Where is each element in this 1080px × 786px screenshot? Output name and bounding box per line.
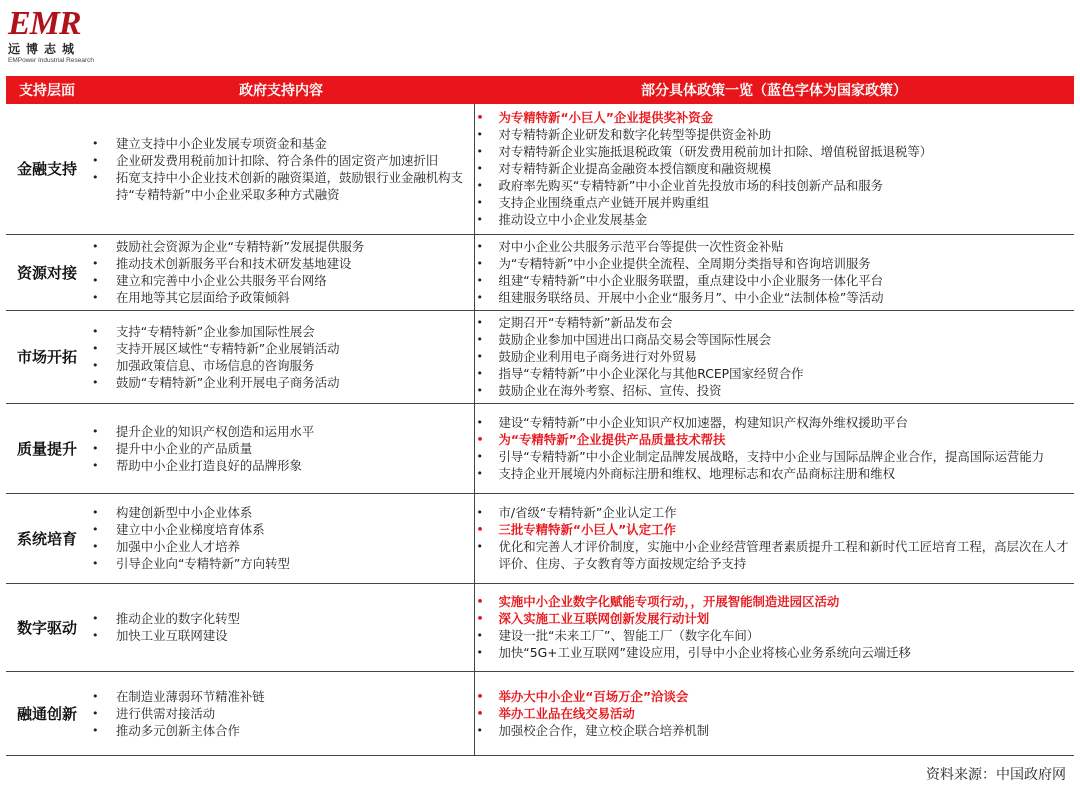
- support-list: [88, 688, 474, 739]
- policy-cell: [474, 583, 1074, 671]
- table-row: [6, 583, 1074, 671]
- policy-item: • 鼓励企业参加中国进出口商品交易会等国际性展会: [475, 331, 1075, 348]
- policy-list: [475, 593, 1075, 661]
- support-list: [88, 504, 474, 572]
- policy-table: [6, 76, 1074, 756]
- company-logo: [8, 6, 118, 70]
- policy-item: • 指导“专精特新”中小企业深化与其他RCEP国家经贸合作: [475, 365, 1075, 382]
- policy-item: • 举办工业品在线交易活动: [475, 705, 1075, 722]
- policy-cell: [474, 234, 1074, 310]
- support-item: • 推动企业的数字化转型: [88, 610, 474, 627]
- policy-item: • 为专精特新“小巨人”企业提供奖补资金: [475, 109, 1075, 126]
- support-item: • 提升中小企业的产品质量: [88, 440, 474, 457]
- support-item: • 帮助中小企业打造良好的品牌形象: [88, 457, 474, 474]
- table-header-row: [6, 76, 1074, 104]
- policy-item: • 对专精特新企业实施抵退税政策（研发费用税前加计扣除、增值税留抵退税等）: [475, 143, 1075, 160]
- policy-list: [475, 504, 1075, 572]
- support-item: • 引导企业向“专精特新”方向转型: [88, 555, 474, 572]
- support-list: [88, 323, 474, 391]
- policy-item: • 深入实施工业互联网创新发展行动计划: [475, 610, 1075, 627]
- policy-item: • 对中小企业公共服务示范平台等提供一次性资金补贴: [475, 238, 1075, 255]
- policy-item: • 实施中小企业数字化赋能专项行动，，开展智能制造进园区活动: [475, 593, 1075, 610]
- policy-item: • 政府率先购买“专精特新”中小企业首先投放市场的科技创新产品和服务: [475, 177, 1075, 194]
- policy-item: • 市/省级“专精特新”企业认定工作: [475, 504, 1075, 521]
- support-item: • 拓宽支持中小企业技术创新的融资渠道，鼓励银行业金融机构支持“专精特新”中小企业采取多种方式融资: [88, 169, 474, 203]
- support-item: • 支持“专精特新”企业参加国际性展会: [88, 323, 474, 340]
- table-row: [6, 493, 1074, 583]
- policy-list: [475, 314, 1075, 399]
- support-item: • 鼓励“专精特新”企业利开展电子商务活动: [88, 374, 474, 391]
- policy-item: • 对专精特新企业提高金融资本授信额度和融资规模: [475, 160, 1075, 177]
- support-item: • 建立和完善中小企业公共服务平台网络: [88, 272, 474, 289]
- logo-english-name: EMPower Industrial Research: [8, 57, 94, 64]
- support-item: • 在制造业薄弱环节精准补链: [88, 688, 474, 705]
- support-layer-label: 融通创新: [6, 671, 88, 755]
- support-item: • 在用地等其它层面给予政策倾斜: [88, 289, 474, 306]
- support-item: • 推动多元创新主体合作: [88, 722, 474, 739]
- support-layer-label: 系统培育: [6, 493, 88, 583]
- support-layer-label: 数字驱动: [6, 583, 88, 671]
- support-item: • 构建创新型中小企业体系: [88, 504, 474, 521]
- table-row: [6, 234, 1074, 310]
- policy-item: • 为“专精特新”企业提供产品质量技术帮扶: [475, 431, 1075, 448]
- support-item: • 进行供需对接活动: [88, 705, 474, 722]
- support-content-cell: [88, 493, 474, 583]
- policy-item: • 三批专精特新“小巨人”认定工作: [475, 521, 1075, 538]
- support-item: • 鼓励社会资源为企业“专精特新”发展提供服务: [88, 238, 474, 255]
- policy-item: • 加快“5G+工业互联网”建设应用，引导中小企业将核心业务系统向云端迁移: [475, 644, 1075, 661]
- policy-item: • 鼓励企业在海外考察、招标、宣传、投资: [475, 382, 1075, 399]
- policy-cell: [474, 104, 1074, 234]
- policy-cell: [474, 493, 1074, 583]
- policy-item: • 组建服务联络员、开展中小企业“服务月”、中小企业“法制体检”等活动: [475, 289, 1075, 306]
- header-policy-list: 部分具体政策一览（蓝色字体为国家政策）: [474, 76, 1074, 104]
- support-item: • 加强政策信息、市场信息的咨询服务: [88, 357, 474, 374]
- policy-cell: [474, 403, 1074, 493]
- support-content-cell: [88, 583, 474, 671]
- table-row: [6, 671, 1074, 755]
- policy-item: • 建设一批“未来工厂”、智能工厂（数字化车间）: [475, 627, 1075, 644]
- support-content-cell: [88, 234, 474, 310]
- support-layer-label: 金融支持: [6, 104, 88, 234]
- support-item: • 推动技术创新服务平台和技术研发基地建设: [88, 255, 474, 272]
- source-note: 资料来源：中国政府网: [926, 767, 1066, 783]
- support-item: • 建立支持中小企业发展专项资金和基金: [88, 135, 474, 152]
- policy-item: • 定期召开“专精特新”新品发布会: [475, 314, 1075, 331]
- support-content-cell: [88, 104, 474, 234]
- support-layer-label: 质量提升: [6, 403, 88, 493]
- policy-item: • 建设“专精特新”中小企业知识产权加速器，构建知识产权海外维权援助平台: [475, 414, 1075, 431]
- logo-chinese-name: 远博志城: [8, 42, 81, 56]
- policy-cell: [474, 310, 1074, 403]
- policy-item: • 优化和完善人才评价制度，实施中小企业经营管理者素质提升工程和新时代工匠培育工程，高层次在人才评价、住房、子女教育等方面按规定给予支持: [475, 538, 1075, 572]
- policy-item: • 支持企业开展境内外商标注册和维权、地理标志和农产品商标注册和维权: [475, 465, 1075, 482]
- policy-item: • 推动设立中小企业发展基金: [475, 211, 1075, 228]
- support-item: • 加强中小企业人才培养: [88, 538, 474, 555]
- policy-item: • 为“专精特新”中小企业提供全流程、全周期分类指导和咨询培训服务: [475, 255, 1075, 272]
- policy-item: • 引导“专精特新”中小企业制定品牌发展战略，支持中小企业与国际品牌企业合作，提高国际运营能力: [475, 448, 1075, 465]
- support-item: • 提升企业的知识产权创造和运用水平: [88, 423, 474, 440]
- support-content-cell: [88, 310, 474, 403]
- support-list: [88, 423, 474, 474]
- policy-item: • 加强校企合作，建立校企联合培养机制: [475, 722, 1075, 739]
- policy-list: [475, 688, 1075, 739]
- policy-list: [475, 109, 1075, 228]
- policy-item: • 鼓励企业利用电子商务进行对外贸易: [475, 348, 1075, 365]
- support-item: • 建立中小企业梯度培育体系: [88, 521, 474, 538]
- support-content-cell: [88, 671, 474, 755]
- support-layer-label: 市场开拓: [6, 310, 88, 403]
- header-government-support: 政府支持内容: [88, 76, 474, 104]
- support-content-cell: [88, 403, 474, 493]
- table-row: [6, 104, 1074, 234]
- policy-item: • 对专精特新企业研发和数字化转型等提供资金补助: [475, 126, 1075, 143]
- support-item: • 企业研发费用税前加计扣除、符合条件的固定资产加速折旧: [88, 152, 474, 169]
- support-item: • 加快工业互联网建设: [88, 627, 474, 644]
- policy-item: • 支持企业围绕重点产业链开展并购重组: [475, 194, 1075, 211]
- support-list: [88, 610, 474, 644]
- policy-item: • 举办大中小企业“百场万企”洽谈会: [475, 688, 1075, 705]
- support-list: [88, 238, 474, 306]
- policy-list: [475, 414, 1075, 482]
- table-row: [6, 310, 1074, 403]
- support-layer-label: 资源对接: [6, 234, 88, 310]
- table-row: [6, 403, 1074, 493]
- header-support-layer: 支持层面: [6, 76, 88, 104]
- policy-list: [475, 238, 1075, 306]
- logo-mark: EMR: [8, 5, 81, 42]
- policy-item: • 组建“专精特新”中小企业服务联盟，重点建设中小企业服务一体化平台: [475, 272, 1075, 289]
- policy-cell: [474, 671, 1074, 755]
- support-list: [88, 135, 474, 203]
- support-item: • 支持开展区域性“专精特新”企业展销活动: [88, 340, 474, 357]
